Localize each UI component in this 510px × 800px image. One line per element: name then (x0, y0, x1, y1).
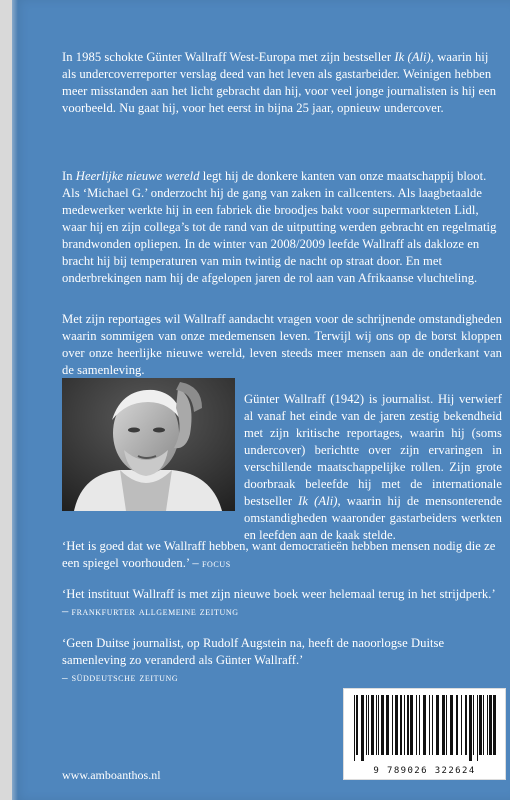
barcode-bar (465, 695, 467, 755)
barcode-bar (368, 695, 369, 755)
quote-source: – süddeutsche zeitung (62, 671, 179, 684)
book-title: Heerlijke nieuwe wereld (75, 168, 200, 183)
barcode-bar (386, 695, 389, 755)
barcode-bar (429, 695, 430, 755)
barcode-bar (371, 695, 374, 755)
barcode-bar (392, 695, 393, 755)
barcode-bar (432, 695, 433, 755)
barcode-bar (456, 695, 458, 755)
barcode-bar (381, 695, 384, 755)
quote-text: ‘Het instituut Wallraff is met zijn nieuwe boek weer helemaal terug in het strijdperk.’ – (62, 586, 495, 618)
quote-sz (62, 635, 502, 687)
barcode-bar (477, 695, 478, 761)
barcode-bar (423, 695, 426, 755)
barcode (343, 688, 506, 780)
bio-text-2: , waarin hij de mensonterende omstandigheden waaronder gastarbeiders werkten en leefden aan de kaak stelde. (244, 493, 502, 542)
bio-text-1: Günter Wallraff (1942) is journalist. Hij verwierf al vanaf het einde van de jaren zestig bekendheid met zijn kritische reportages, waarin hij (soms undercover) berichtte over zijn ervaringen in verschillende maatschappelijke rollen. Zijn grote doorbraak beleefde hij met de internationale bestseller (244, 391, 502, 508)
barcode-bar (489, 695, 492, 755)
barcode-bar (416, 695, 417, 755)
book-text-1: In (62, 168, 76, 183)
publisher-website: www.amboanthos.nl (62, 768, 161, 782)
barcode-bar (366, 695, 367, 755)
barcode-bar (446, 695, 447, 755)
barcode-bar (400, 695, 402, 755)
barcode-bar (493, 695, 496, 755)
barcode-bar (407, 695, 409, 755)
barcode-bar (376, 695, 377, 755)
barcode-bar (361, 695, 364, 761)
quote-source: focus (201, 557, 231, 570)
quote-source: frankfurter allgemeine zeitung (71, 605, 239, 618)
barcode-bar (404, 695, 405, 755)
author-photo (62, 378, 235, 511)
intro-text-1: In 1985 schokte Günter Wallraff West-Europa met zijn bestseller (62, 49, 395, 64)
barcode-bar (436, 695, 439, 755)
barcode-bar (483, 695, 484, 755)
quote-faz (62, 586, 502, 621)
barcode-bar (378, 695, 379, 755)
barcode-bar (473, 695, 474, 755)
intro-paragraph (62, 49, 502, 117)
quote-text: ‘Geen Duitse journalist, op Rudolf Augstein na, heeft de naoorlogse Duitse samenleving zo veranderd als Günter Wallraff.’ (62, 635, 445, 667)
barcode-bar (450, 695, 453, 755)
barcode-bar (469, 695, 472, 761)
bio-title-ik-ali: Ik (Ali) (298, 493, 338, 508)
purpose-paragraph: Met zijn reportages wil Wallraff aandacht vragen voor de schrijnende omstandigheden waarin sommigen van onze medemensen leven. Terwijl wij ons op de borst kloppen over onze heerlijke nieuwe wereld, leven steeds meer mensen aan de onderkant van de samenleving. (62, 311, 502, 377)
barcode-bar (479, 695, 482, 755)
intro-text-2: , waarin hij als undercoverreporter verslag deed van het leven als gastarbeider. Weinigen hebben meer misstanden aan het licht gebracht dan hij, voor veel jonge journalisten is hij een voorbeeld. Nu gaat hij, voor het eerst in bijna 25 jaar, opnieuw undercover. (62, 49, 497, 115)
barcode-bars (344, 689, 505, 763)
author-portrait-illustration (62, 378, 235, 511)
barcode-bar (395, 695, 398, 755)
book-paragraph (62, 168, 502, 287)
barcode-bar (356, 695, 358, 755)
barcode-bar (410, 695, 413, 755)
barcode-bar (354, 695, 355, 761)
barcode-bar (442, 695, 445, 755)
quote-text: ‘Het is goed dat we Wallraff hebben, want democratieën hebben mensen nodig die ze een spiegel voorhouden.’ – (62, 538, 496, 570)
barcode-bar (461, 695, 462, 755)
isbn-number: 9 789026 322624 (373, 766, 476, 776)
barcode-bar (419, 695, 420, 755)
author-bio (244, 391, 502, 544)
quote-focus (62, 538, 502, 573)
back-cover (12, 0, 510, 800)
barcode-bar (487, 695, 488, 755)
book-text-2: legt hij de donkere kanten van onze maatschappij bloot. Als ‘Michael G.’ onderzocht hij de gang van zaken in callcenters. Als laagbetaalde medewerker werkte hij in een fabriek die broodjes bakt voor supermarkteten Lidl, waar hij en zijn collega’s tot de rand van de uitputting werden gebracht en regelmatig brandwonden opliepen. In de winter van 2008/2009 leefde Wallraff als dakloze en bracht hij bij temperaturen van min twintig de nacht op straat door. En met onderbrekingen nam hij de afgelopen jaren de rol aan van Afrikaanse vluchteling. (62, 168, 497, 285)
intro-title-ik-ali: Ik (Ali) (394, 49, 431, 64)
